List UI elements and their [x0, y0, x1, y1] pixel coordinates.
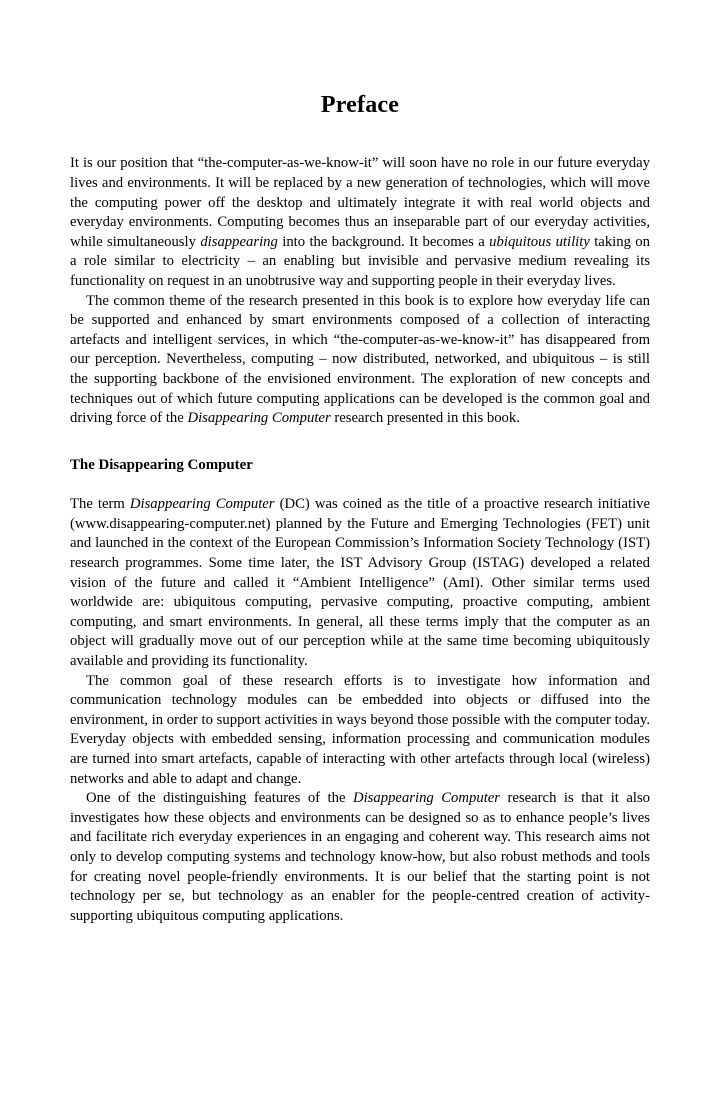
- text-run: The common theme of the research presented in this book is to explore how everyday life can be supported and enhanced by smart environments composed of a collection of interacting artefacts and intelligent services, in which “the-computer-as-we-know-it” has disappeared from our perception. Nevertheless, computing – now distributed, networked, and ubiquitous – is still the supporting backbone of the envisioned environment. The exploration of new concepts and techniques out of which future computing applications can be developed is the common goal and driving force of the: [70, 292, 650, 427]
- text-run: The term: [70, 496, 130, 513]
- paragraph-p5: [70, 789, 650, 926]
- paragraph-p3: [70, 495, 650, 671]
- text-run: It is our position that “the-computer-as-we-know-it” will soon have no role in our future everyday lives and environments. It will be replaced by a new generation of technologies, which will move the computing power off the desktop and ultimately integrate it with real world objects and everyday environments. Computing becomes thus an inseparable part of our everyday activities, while simultaneously: [70, 155, 650, 250]
- page-content: [70, 0, 650, 926]
- text-run: The common goal of these research efforts is to investigate how information and communication technology modules can be embedded into objects or diffused into the environment, in order to support activities in ways beyond those possible with the computer today. Everyday objects with embedded sensing, information processing and communication modules are turned into smart artefacts, capable of interacting with other artefacts through local (wireless) networks and able to adapt and change.: [70, 672, 650, 787]
- italic-run: disappearing: [200, 233, 278, 250]
- page-title: Preface: [320, 92, 400, 118]
- text-run: One of the distinguishing features of the: [86, 790, 353, 807]
- section-disappearing-computer: [70, 429, 650, 927]
- italic-run: ubiquitous utility: [489, 233, 590, 250]
- paragraph-p2: [70, 292, 650, 429]
- text-run: research presented in this book.: [330, 410, 520, 427]
- italic-run: Disappearing Computer: [187, 410, 331, 427]
- text-run: research is that it also investigates how these objects and environments can be designed so as to enhance people’s lives and facilitate rich everyday experiences in an engaging and coherent way. This research aims not only to develop computing systems and technology know-how, but also robust methods and tools for creating novel people-friendly environments. It is our belief that the starting point is not technology per se, but technology as an enabler for the people-centred creation of activity-supporting ubiquitous computing applications.: [70, 790, 651, 924]
- italic-run: Disappearing Computer: [352, 790, 501, 807]
- italic-run: Disappearing Computer: [129, 496, 275, 513]
- section-heading-disappearing-computer: The Disappearing Computer: [70, 456, 253, 473]
- preface-body: [70, 154, 650, 926]
- text-run: taking on a role similar to electricity – an enabling but invisible and pervasive medium revealing its functionality on request in an unobtrusive way and supporting people in their everyday lives.: [70, 233, 650, 289]
- text-run: (DC) was coined as the title of a proactive research initiative (www.disappearing-computer.net) planned by the Future and Emerging Technologies (FET) unit and launched in the context of the European Commission’s Information Society Technology (IST) research programmes. Some time later, the IST Advisory Group (ISTAG) developed a related vision of the future and called it “Ambient Intelligence” (AmI). Other similar terms used worldwide are: ubiquitous computing, pervasive computing, proactive computing, ambient computing, and smart environments. In general, all these terms imply that the computer as an object will gradually move out of our perception while at the same time becoming ubiquitously available and providing its functionality.: [70, 496, 651, 670]
- text-run: into the background. It becomes a: [277, 233, 490, 250]
- section-intro: [70, 154, 650, 428]
- paragraph-p1: [70, 154, 650, 291]
- paragraph-p4: [70, 672, 650, 790]
